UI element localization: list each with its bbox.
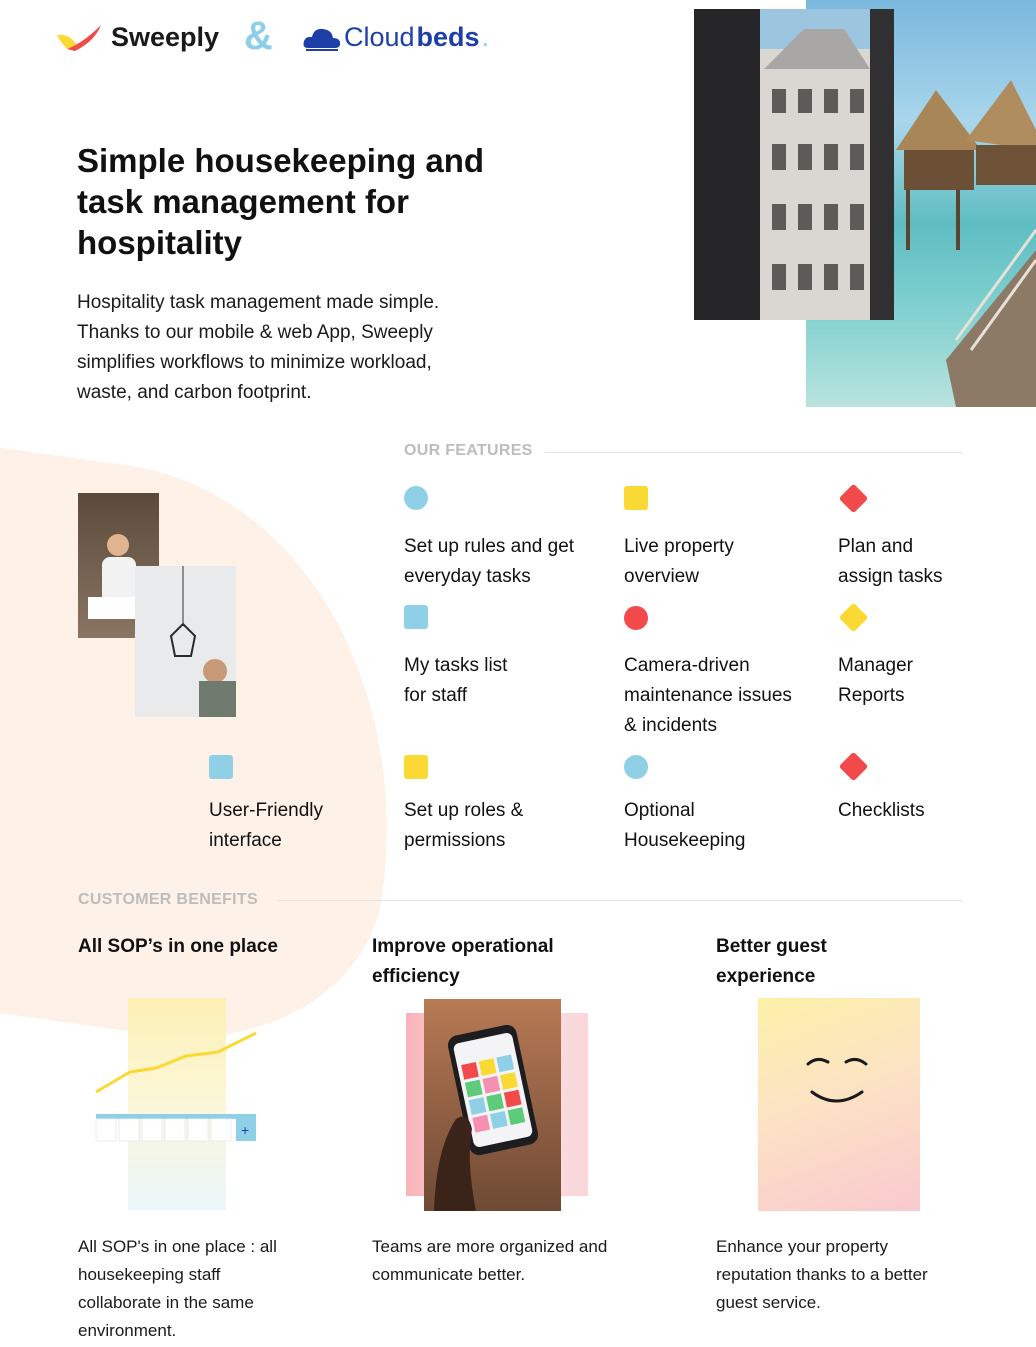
feature-label: My tasks list for staff: [404, 655, 508, 706]
benefit-title: Better guest experience: [716, 936, 827, 987]
technician-lamp-photo: [135, 566, 236, 717]
benefits-heading: CUSTOMER BENEFITS: [78, 891, 258, 908]
cloudbeds-name-bold: beds: [416, 22, 480, 52]
yellow-square-icon: [404, 755, 428, 779]
phone-hand-illustration: [406, 999, 588, 1211]
feature-label: Live property overview: [624, 536, 734, 587]
cloud-icon: [302, 24, 342, 52]
sop-chart-illustration: [90, 998, 262, 1210]
feature-label: Optional Housekeeping: [624, 800, 746, 851]
smiley-left-eye-icon: [808, 1059, 828, 1064]
smiley-right-eye-icon: [846, 1059, 866, 1064]
background-blob: [0, 437, 436, 1064]
feature-label: Camera-driven maintenance issues & incidents: [624, 655, 792, 736]
yellow-diamond-icon: [839, 603, 869, 633]
sweeply-swoosh-icon: [55, 23, 103, 53]
feature-label: Manager Reports: [838, 655, 913, 706]
feature-label: User-Friendly interface: [209, 800, 324, 851]
feature-label: Set up rules and get everyday tasks: [404, 536, 575, 587]
sweeply-name: Sweeply: [111, 22, 220, 52]
add-icon: +: [241, 1122, 250, 1138]
yellow-square-icon: [624, 486, 648, 510]
benefit-title: Improve operational efficiency: [372, 936, 554, 987]
feature-label: Plan and assign tasks: [838, 536, 943, 587]
paris-building-photo: [694, 9, 894, 320]
red-diamond-icon: [839, 484, 869, 514]
features-divider: [545, 452, 962, 453]
smiley-illustration: [758, 998, 920, 1211]
hero-title: Simple housekeeping and task management for hospitality: [77, 142, 485, 261]
hero-text: Hospitality task management made simple. Thanks to our mobile & web App, Sweeply simplifies workflows to minimize workload, waste, and carbon footprint.: [77, 292, 440, 403]
red-circle-icon: [624, 606, 648, 630]
sweeply-logo: [55, 22, 219, 53]
benefit-text: Enhance your property reputation thanks to a better guest service.: [716, 1237, 928, 1312]
blue-square-icon: [404, 605, 428, 629]
cloudbeds-name-light: Cloud: [344, 22, 415, 52]
smiley-mouth-icon: [812, 1092, 862, 1101]
features-heading: OUR FEATURES: [404, 442, 533, 459]
blue-circle-icon: [404, 486, 428, 510]
cloudbeds-dot: .: [481, 22, 490, 52]
feature-label: Set up roles & permissions: [404, 800, 524, 851]
benefit-text: All SOP's in one place : all housekeeping staff collaborate in the same environment.: [78, 1237, 277, 1340]
feature-label: Checklists: [838, 800, 925, 821]
red-diamond-icon: [839, 752, 869, 782]
ampersand: &: [244, 14, 273, 58]
benefit-text: Teams are more organized and communicate better.: [372, 1237, 608, 1284]
benefits-divider: [278, 900, 962, 901]
blue-square-icon: [209, 755, 233, 779]
cloudbeds-logo: [302, 22, 489, 53]
benefit-title: All SOP’s in one place: [78, 936, 278, 957]
blue-circle-icon: [624, 755, 648, 779]
